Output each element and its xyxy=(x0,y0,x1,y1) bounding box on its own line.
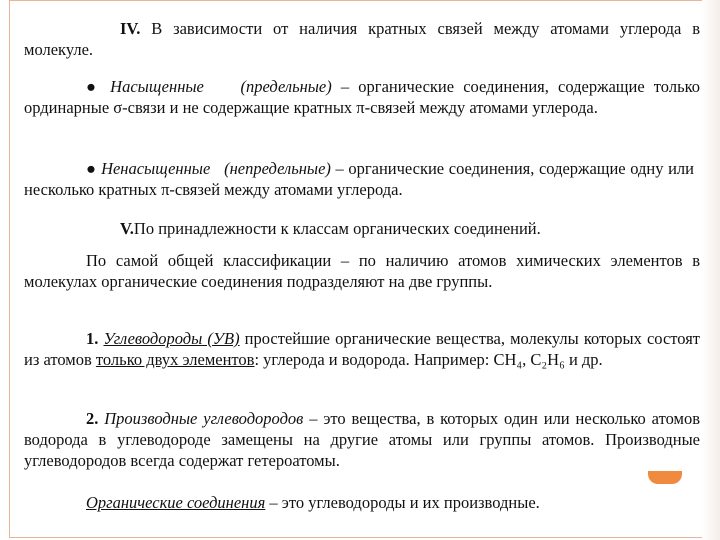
definition-block xyxy=(24,492,700,513)
hydrocarbons-paragraph xyxy=(24,328,700,370)
bullet-icon: ● xyxy=(86,77,101,96)
saturated-term: Насыщенные xyxy=(110,77,204,96)
section-4-title: В зависимости от наличия кратных связей между атомами углерода в молекуле. xyxy=(24,19,700,59)
saturated-definition: – органические соединения, содержащие только ординарные σ-связи и не содержащие кратных π-связей между атомами углерода. xyxy=(24,77,701,117)
bullet-icon: ● xyxy=(86,159,97,178)
derivatives-definition: – это вещества, в которых один или несколько атомов водорода в углеводороде замещены на другие атомы или группы атомов. Производные углеводородов всегда содержат гетероатомы. xyxy=(24,409,700,470)
section-5-heading xyxy=(24,218,700,239)
hydrocarbons-number: 1. xyxy=(86,329,99,348)
classification-paragraph: По самой общей классификации – по наличию атомов химических элементов в молекулах органические соединения подразделяют на две группы. xyxy=(24,251,700,291)
saturated-paren: (предельные) xyxy=(240,77,332,96)
unsaturated-block xyxy=(24,158,694,200)
definition-text: – это углеводороды и их производные. xyxy=(265,493,540,512)
unsaturated-definition: – органические соединения, содержащие одну или несколько кратных π-связей между атомами углерода. xyxy=(24,159,694,199)
definition-paragraph xyxy=(24,492,700,513)
unsaturated-paragraph xyxy=(24,158,694,200)
derivatives-paragraph xyxy=(24,408,700,471)
derivatives-block xyxy=(24,408,700,471)
section-5-number: V. xyxy=(120,219,134,238)
section-5-title: По принадлежности к классам органических соединений. xyxy=(133,219,541,238)
slide-edge-shadow xyxy=(702,0,720,540)
hydrocarbons-term: Углеводороды (УВ) xyxy=(103,329,240,348)
derivatives-term: Производные углеводородов xyxy=(104,409,304,428)
hydrocarbons-text-2: : углерода и водорода. Например: СН₄, С₂Н₆ и др. xyxy=(254,350,603,369)
saturated-paragraph xyxy=(24,76,700,118)
hydrocarbons-block xyxy=(24,328,700,370)
section-5-block xyxy=(24,218,700,239)
unsaturated-paren: (непредельные) xyxy=(224,159,331,178)
section-4-block xyxy=(24,18,700,60)
section-4-number: IV. xyxy=(120,19,141,38)
classification-block xyxy=(24,250,700,292)
definition-term: Органические соединения xyxy=(86,493,266,512)
saturated-block xyxy=(24,76,700,118)
section-4-heading xyxy=(24,18,700,60)
unsaturated-term: Ненасыщенные xyxy=(101,159,211,178)
hydrocarbons-text-1: простейшие органические вещества, молекулы которых состоят из атомов xyxy=(24,329,701,369)
hydrocarbons-underlined: только двух элементов xyxy=(95,350,255,369)
derivatives-number: 2. xyxy=(86,409,99,428)
